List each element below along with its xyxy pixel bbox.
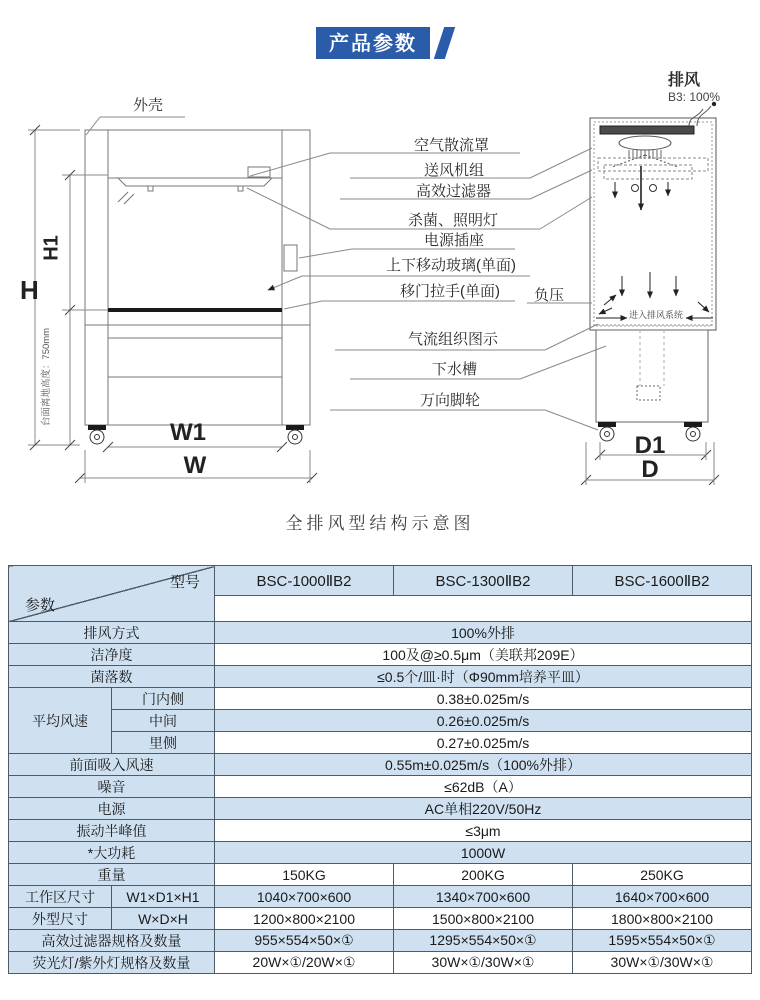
label-airflow-diagram: 气流组织图示 <box>408 331 499 348</box>
spec-row <box>9 622 752 644</box>
structure-diagram <box>0 62 760 560</box>
param-label: 高效过滤器规格及数量 <box>9 930 215 952</box>
diagram-caption: 全排风型结构示意图 <box>285 514 475 533</box>
spec-row <box>9 842 752 864</box>
model-name: BSC-1000ⅡB2 <box>215 566 394 596</box>
param-label: *大功耗 <box>9 842 215 864</box>
spec-table-wrap <box>8 565 752 974</box>
banner-title: 产品参数 <box>316 27 430 59</box>
param-label: 平均风速 <box>9 688 112 754</box>
dim-label-W: W <box>183 452 207 479</box>
param-label: 前面吸入风速 <box>9 754 215 776</box>
param-value: 1295×554×50×① <box>394 930 573 952</box>
header-empty-cell <box>215 596 752 622</box>
label-uv-lighting: 杀菌、照明灯 <box>408 212 499 229</box>
param-value: 30W×①/30W×① <box>394 952 573 974</box>
param-value: 200KG <box>394 864 573 886</box>
param-label: 振动半峰值 <box>9 820 215 842</box>
spec-row <box>9 864 752 886</box>
label-blower-unit: 送风机组 <box>424 162 485 179</box>
label-sliding-glass: 上下移动玻璃(单面) <box>386 257 516 274</box>
corner-cell <box>9 566 215 622</box>
param-value: 0.55m±0.025m/s（100%外排） <box>215 754 752 776</box>
param-value: 0.38±0.025m/s <box>215 688 752 710</box>
label-door-handle: 移门拉手(单面) <box>400 283 500 300</box>
corner-model-label: 型号 <box>169 574 200 591</box>
spec-row <box>9 732 752 754</box>
spec-row <box>9 644 752 666</box>
label-shell: 外壳 <box>133 97 164 114</box>
param-value: 20W×①/20W×① <box>215 952 394 974</box>
banner-slash-decoration <box>434 27 455 59</box>
label-casters: 万向脚轮 <box>420 392 481 409</box>
param-value: 100及@≥0.5μm（美联邦209E） <box>215 644 752 666</box>
spec-row <box>9 886 752 908</box>
label-air-diffuser: 空气散流罩 <box>414 137 490 154</box>
label-exhaust-title: 排风 <box>668 72 701 89</box>
spec-row <box>9 754 752 776</box>
spec-row <box>9 710 752 732</box>
label-hepa-filter: 高效过滤器 <box>416 183 492 200</box>
section-banner <box>316 27 450 59</box>
param-sublabel: 中间 <box>112 710 215 732</box>
side-view-stand <box>596 330 708 441</box>
corner-param-label: 参数 <box>25 597 56 614</box>
label-into-exhaust-system: 进入排风系统 <box>629 310 684 320</box>
spec-row <box>9 930 752 952</box>
param-label: 洁净度 <box>9 644 215 666</box>
model-name: BSC-1300ⅡB2 <box>394 566 573 596</box>
spec-row <box>9 666 752 688</box>
param-label: 工作区尺寸 <box>9 886 112 908</box>
param-value: 100%外排 <box>215 622 752 644</box>
param-label: 排风方式 <box>9 622 215 644</box>
param-value: 250KG <box>573 864 752 886</box>
param-value: 0.26±0.025m/s <box>215 710 752 732</box>
param-value: ≤0.5个/皿·时（Φ90mm培养平皿） <box>215 666 752 688</box>
param-sublabel: 门内侧 <box>112 688 215 710</box>
dim-label-W1: W1 <box>170 419 206 446</box>
param-label: 电源 <box>9 798 215 820</box>
label-negative-pressure: 负压 <box>534 287 565 304</box>
param-value: 1000W <box>215 842 752 864</box>
label-power-socket: 电源插座 <box>424 232 485 249</box>
param-value: 1040×700×600 <box>215 886 394 908</box>
param-label: 外型尺寸 <box>9 908 112 930</box>
param-label: 荧光灯/紫外灯规格及数量 <box>9 952 215 974</box>
label-exhaust-spec: B3: 100% <box>668 90 721 104</box>
param-value: 1640×700×600 <box>573 886 752 908</box>
model-name: BSC-1600ⅡB2 <box>573 566 752 596</box>
param-value: 1200×800×2100 <box>215 908 394 930</box>
side-view-arrows <box>594 166 713 325</box>
param-label: 菌落数 <box>9 666 215 688</box>
side-view <box>590 118 716 330</box>
spec-row <box>9 798 752 820</box>
param-sublabel: 里侧 <box>112 732 215 754</box>
param-value: 0.27±0.025m/s <box>215 732 752 754</box>
param-value: 1595×554×50×① <box>573 930 752 952</box>
dim-label-H: H <box>20 275 39 305</box>
spec-row <box>9 776 752 798</box>
param-value: ≤3μm <box>215 820 752 842</box>
param-value: 1340×700×600 <box>394 886 573 908</box>
param-value: 1800×800×2100 <box>573 908 752 930</box>
param-value: ≤62dB（A） <box>215 776 752 798</box>
spec-row <box>9 908 752 930</box>
dim-label-H1: H1 <box>40 235 63 261</box>
param-label: 重量 <box>9 864 215 886</box>
param-value: 955×554×50×① <box>215 930 394 952</box>
leader-lines <box>86 117 606 430</box>
param-value: 150KG <box>215 864 394 886</box>
param-sublabel: W1×D1×H1 <box>112 886 215 908</box>
dim-label-D: D <box>641 456 659 483</box>
spec-row <box>9 820 752 842</box>
dim-label-D1: D1 <box>634 432 666 459</box>
param-value: AC单相220V/50Hz <box>215 798 752 820</box>
label-table-height-note: 台面离地高度：750mm <box>40 327 52 427</box>
spec-table <box>8 565 752 974</box>
param-value: 1500×800×2100 <box>394 908 573 930</box>
spec-row <box>9 688 752 710</box>
label-drain-sink: 下水槽 <box>432 361 478 378</box>
model-header-row <box>9 566 752 596</box>
front-view <box>85 130 310 425</box>
param-sublabel: W×D×H <box>112 908 215 930</box>
param-value: 30W×①/30W×① <box>573 952 752 974</box>
param-label: 噪音 <box>9 776 215 798</box>
spec-row <box>9 952 752 974</box>
spec-table-body <box>9 622 752 974</box>
